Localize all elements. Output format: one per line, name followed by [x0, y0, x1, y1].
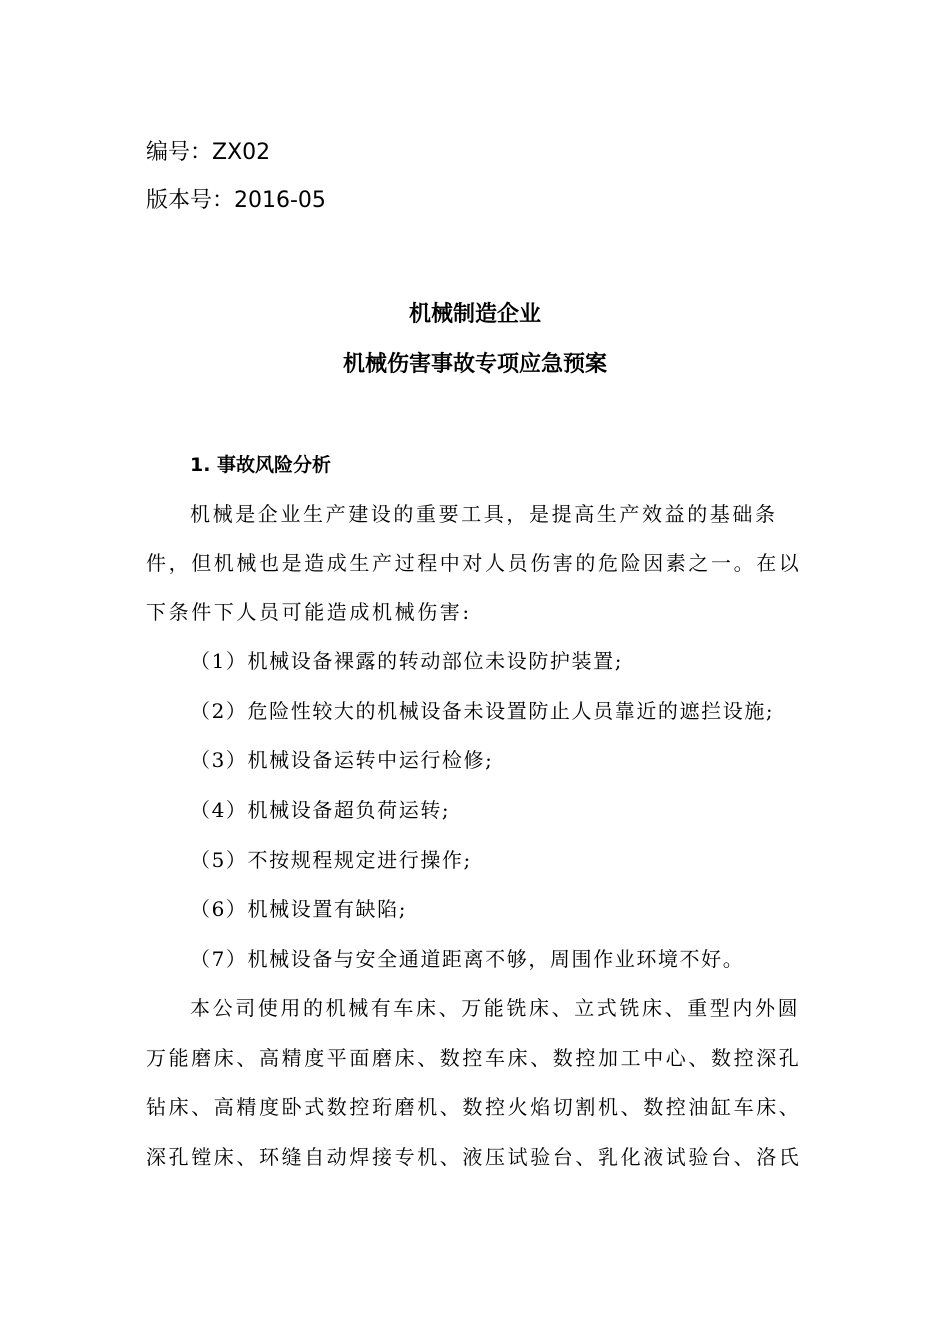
condition-item: （6）机械设置有缺陷; [190, 897, 408, 921]
document-title-line-1: 机械制造企业 [408, 302, 541, 327]
paragraph-line: 件，但机械也是造成生产过程中对人员伤害的危险因素之一。在以 [146, 551, 802, 575]
condition-item: （5）不按规程规定进行操作; [190, 848, 472, 872]
document-title-line-2: 机械伤害事故专项应急预案 [342, 352, 607, 377]
paragraph-line: 下条件下人员可能造成机械伤害: [146, 600, 472, 624]
condition-item: （2）危险性较大的机械设备未设置防止人员靠近的遮拦设施; [190, 699, 775, 723]
section-heading: 1. 事故风险分析 [190, 454, 332, 476]
condition-item: （1）机械设备裸露的转动部位未设防护装置; [190, 649, 624, 673]
condition-item: （7）机械设备与安全通道距离不够，周围作业环境不好。 [190, 947, 745, 971]
condition-item: （4）机械设备超负荷运转; [190, 798, 451, 822]
version-number: 版本号：2016-05 [146, 188, 326, 213]
document-number: 编号：ZX02 [146, 140, 271, 165]
paragraph-line: 本公司使用的机械有车床、万能铣床、立式铣床、重型内外圆 [190, 996, 801, 1020]
paragraph-line: 万能磨床、高精度平面磨床、数控车床、数控加工中心、数控深孔 [146, 1046, 802, 1070]
condition-item: （3）机械设备运转中运行检修; [190, 748, 494, 772]
paragraph-line: 深孔镗床、环缝自动焊接专机、液压试验台、乳化液试验台、洛氏 [146, 1145, 802, 1169]
paragraph-line: 钻床、高精度卧式数控珩磨机、数控火焰切割机、数控油缸车床、 [146, 1095, 802, 1119]
paragraph-line: 机械是企业生产建设的重要工具，是提高生产效益的基础条 [190, 502, 778, 526]
